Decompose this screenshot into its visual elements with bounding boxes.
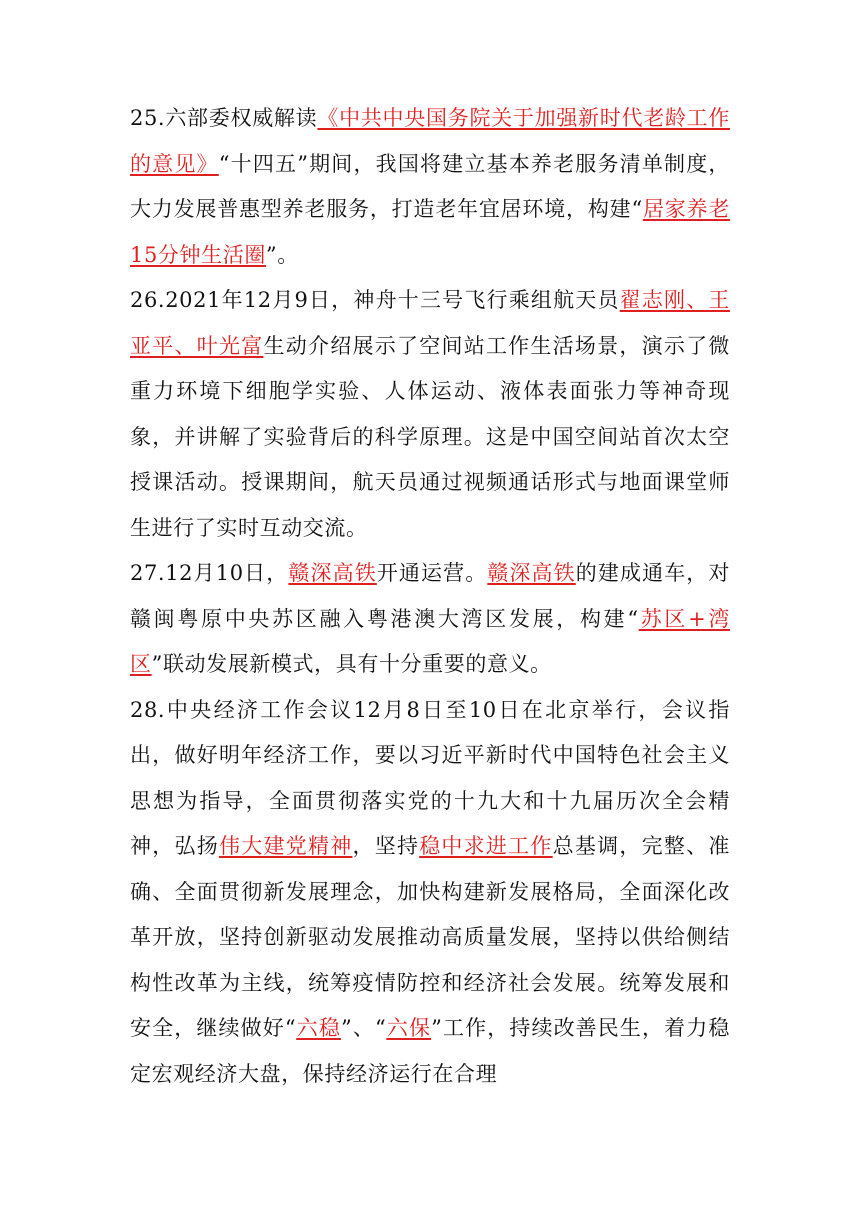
highlight-segment: 伟大建党精神: [218, 834, 353, 858]
text-segment: 27.12月10日，: [130, 561, 289, 585]
text-segment: 25.六部委权威解读: [130, 106, 318, 130]
text-segment: 生动介绍展示了空间站工作生活场景，演示了微重力环境下细胞学实验、人体运动、液体表面张力等神奇现象，并讲解了实验背后的科学原理。这是中国空间站首次太空授课活动。授课期间，航天员通过视频通话形式与地面课堂师生进行了实时互动交流。: [130, 333, 730, 540]
paragraph-item-25: [130, 96, 730, 278]
text-segment: ”。: [265, 242, 299, 267]
paragraph-item-27: [130, 551, 730, 688]
text-segment: 开通运营。: [376, 561, 488, 585]
text-segment: ，坚持: [352, 834, 420, 858]
text-segment: ”工作，持续改善民生，着力稳定宏观经济大盘，保持经济运行在合理: [130, 1016, 731, 1086]
text-segment: ”联动发展新模式，具有十分重要的意义。: [151, 652, 552, 676]
paragraph-item-28: [130, 688, 730, 1098]
paragraph-item-26: [130, 278, 730, 551]
highlight-segment: 六稳: [296, 1016, 341, 1040]
highlight-segment: 《中共中央国务院关于加强新时代老龄工作的意见》: [130, 106, 730, 176]
text-segment: 的建成通车，对赣闽粤原中央苏区融入粤港澳大湾区发展，构建“: [130, 561, 731, 631]
highlight-segment: 赣深高铁: [288, 561, 377, 585]
highlight-segment: 稳中求进工作: [419, 834, 553, 858]
text-segment: 总基调，完整、准确、全面贯彻新发展理念，加快构建新发展格局，全面深化改革开放，坚持创新驱动发展推动高质量发展，坚持以供给侧结构性改革为主线，统筹疫情防控和经济社会发展。统筹发展和安全，继续做好“: [130, 834, 730, 1040]
text-segment: ”、“: [340, 1016, 387, 1040]
highlight-segment: 赣深高铁: [487, 561, 576, 585]
text-segment: 28.中央经济工作会议12月8日至10日在北京举行，会议指出，做好明年经济工作，要以习近平新时代中国特色社会主义思想为指导，全面贯彻落实党的十九大和十九届历次全会精神，弘扬: [130, 697, 730, 858]
highlight-segment: 居家养老15分钟生活圈: [130, 197, 730, 267]
text-segment: 26.2021年12月9日，神舟十三号飞行乘组航天员: [130, 288, 620, 312]
highlight-segment: 苏区+湾区: [130, 606, 730, 676]
highlight-segment: 六保: [386, 1016, 432, 1040]
document-page: [130, 96, 730, 1097]
text-segment: “十四五”期间，我国将建立基本养老服务清单制度，大力发展普惠型养老服务，打造老年宜居环境，构建“: [130, 151, 730, 221]
highlight-segment: 翟志刚、王亚平、叶光富: [130, 288, 730, 358]
